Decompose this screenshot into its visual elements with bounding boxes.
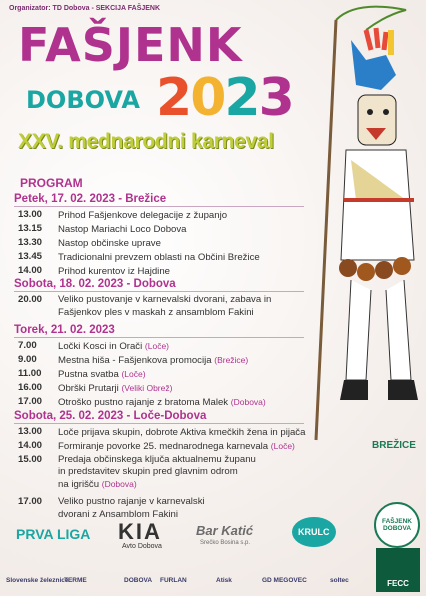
schedule-row — [18, 426, 305, 439]
kia-logo: KIA — [118, 519, 162, 544]
event-text: Nastop Mariachi Loco Dobova — [58, 224, 187, 235]
day-heading-label: Sobota, 25. 02. 2023 - Loče-Dobova — [14, 410, 207, 422]
bottom-sponsor-logo: FURLAN — [160, 577, 187, 584]
event-time: 16.00 — [18, 382, 43, 393]
event-time: 17.00 — [18, 496, 43, 507]
schedule-row — [18, 251, 260, 264]
bottom-sponsor-logo: GD MEGOVEC — [262, 577, 307, 584]
event-location-tag: (Loče) — [144, 341, 169, 351]
event-time: 13.00 — [18, 209, 43, 220]
event-time: 13.30 — [18, 237, 43, 248]
year-digit: 2 — [224, 68, 259, 128]
schedule-row — [18, 454, 256, 491]
event-description — [58, 265, 170, 278]
poster-subtitle: DOBOVA — [26, 86, 140, 114]
schedule-row — [18, 294, 271, 319]
schedule-row — [18, 382, 172, 395]
event-time: 13.45 — [18, 251, 43, 262]
event-text: Veliko pustno rajanje v karnevalski dvorani z Ansamblom Fakini — [58, 496, 205, 520]
krulc-logo: KRULC — [292, 517, 336, 547]
day-heading — [14, 193, 304, 207]
schedule-row — [18, 354, 248, 367]
event-location-tag: (Brežice) — [214, 355, 249, 365]
edition-heading: XXV. mednarodni karneval — [18, 130, 274, 153]
bottom-sponsor-logo: Atisk — [216, 577, 232, 584]
event-text: Ločki Kosci in Orači — [58, 341, 145, 352]
year-digit: 0 — [190, 68, 225, 128]
bottom-sponsor-logo: TERME — [64, 577, 87, 584]
event-text: Otroško pustno rajanje z bratoma Malek — [58, 397, 231, 408]
schedule-row — [18, 368, 146, 381]
event-text: Formiranje povorke 25. mednarodnega karnevala — [58, 441, 271, 452]
day-heading — [14, 278, 304, 292]
event-time: 14.00 — [18, 440, 43, 451]
event-time: 20.00 — [18, 294, 43, 305]
event-description — [58, 396, 266, 409]
event-text: Loče prijava skupin, dobrote Aktiva kmečkih žena in pijača — [58, 427, 306, 438]
bottom-sponsor-logo: DOBOVA — [124, 577, 153, 584]
event-text: Nastop občinske uprave — [58, 238, 161, 249]
event-description — [58, 454, 256, 491]
day-divider — [14, 337, 304, 338]
event-text: Prihod Fašjenkove delegacije z županjo — [58, 210, 228, 221]
schedule-row — [18, 440, 295, 453]
schedule-row — [18, 209, 227, 222]
event-text: Pustna svatba — [58, 369, 122, 380]
schedule-row — [18, 237, 161, 250]
event-location-tag: (Dobova) — [101, 479, 137, 489]
day-divider — [14, 423, 304, 424]
event-time: 15.00 — [18, 454, 43, 465]
sponsor-strip — [0, 515, 426, 596]
event-location-tag: (Dobova) — [230, 397, 266, 407]
event-description — [58, 426, 305, 439]
day-heading — [14, 324, 304, 338]
event-text: Tradicionalni prevzem oblasti na Občini Brežice — [58, 252, 260, 263]
year-digit: 3 — [258, 68, 293, 128]
event-time: 17.00 — [18, 396, 43, 407]
jester-figure-illustration — [296, 0, 426, 470]
event-description — [58, 354, 248, 367]
event-description — [58, 368, 146, 381]
bottom-sponsor-logo: soltec — [330, 577, 349, 584]
event-description — [58, 251, 260, 264]
event-location-tag: (Loče) — [270, 441, 295, 451]
brezice-logo: BREŽICE — [372, 440, 416, 451]
event-time: 14.00 — [18, 265, 43, 276]
fecc-logo: FECC — [376, 548, 420, 592]
event-description — [58, 340, 169, 353]
event-location-tag: (Loče) — [121, 369, 146, 379]
day-heading-label: Sobota, 18. 02. 2023 - Dobova — [14, 278, 176, 290]
day-heading — [14, 410, 304, 424]
event-description — [58, 440, 295, 453]
prva-liga-logo: PRVA LIGA — [16, 526, 91, 542]
event-time: 13.15 — [18, 223, 43, 234]
program-heading: PROGRAM — [20, 176, 83, 190]
day-heading-label: Petek, 17. 02. 2023 - Brežice — [14, 193, 167, 205]
event-description — [58, 223, 187, 236]
fasjenk-badge-logo: FAŠJENK DOBOVA — [374, 502, 420, 548]
year-digit: 2 — [156, 68, 191, 128]
bar-katic-owner: Srečko Bosina s.p. — [200, 540, 251, 546]
bottom-sponsor-logo: Slovenske železnice — [6, 577, 69, 584]
poster-title: FAŠJENK — [18, 18, 243, 72]
day-divider — [14, 206, 304, 207]
event-text: Mestna hiša - Fašjenkova promocija — [58, 355, 215, 366]
event-text: Predaja občinskega ključa aktualnemu županu in predstavitev skupin pred glavnim odrom na igrišču — [58, 454, 256, 490]
schedule-row — [18, 396, 266, 409]
schedule-row — [18, 340, 169, 353]
event-time: 11.00 — [18, 368, 42, 379]
kia-dealer-label: Avto Dobova — [122, 543, 162, 550]
event-time: 7.00 — [18, 340, 37, 351]
day-heading-label: Torek, 21. 02. 2023 — [14, 324, 115, 336]
event-description — [58, 382, 172, 395]
event-location-tag: (Veliki Obrež) — [121, 383, 173, 393]
event-text: Veliko pustovanje v karnevalski dvorani, zabava in Fašjenkov ples v maskah z ansamblom Fakini — [58, 294, 272, 318]
event-time: 13.00 — [18, 426, 43, 437]
event-description — [58, 237, 161, 250]
event-text: Obrški Prutarji — [58, 383, 122, 394]
bar-katic-logo: Bar Katić — [196, 523, 254, 538]
day-divider — [14, 291, 304, 292]
event-time: 9.00 — [18, 354, 37, 365]
event-description — [58, 294, 271, 319]
year-logo — [156, 68, 293, 128]
schedule-row — [18, 265, 170, 278]
event-description — [58, 209, 227, 222]
event-text: Prihod kurentov iz Hajdine — [58, 266, 170, 277]
organizer-line: Organizator: TD Dobova - SEKCIJA FAŠJENK — [9, 5, 161, 12]
schedule-row — [18, 223, 187, 236]
